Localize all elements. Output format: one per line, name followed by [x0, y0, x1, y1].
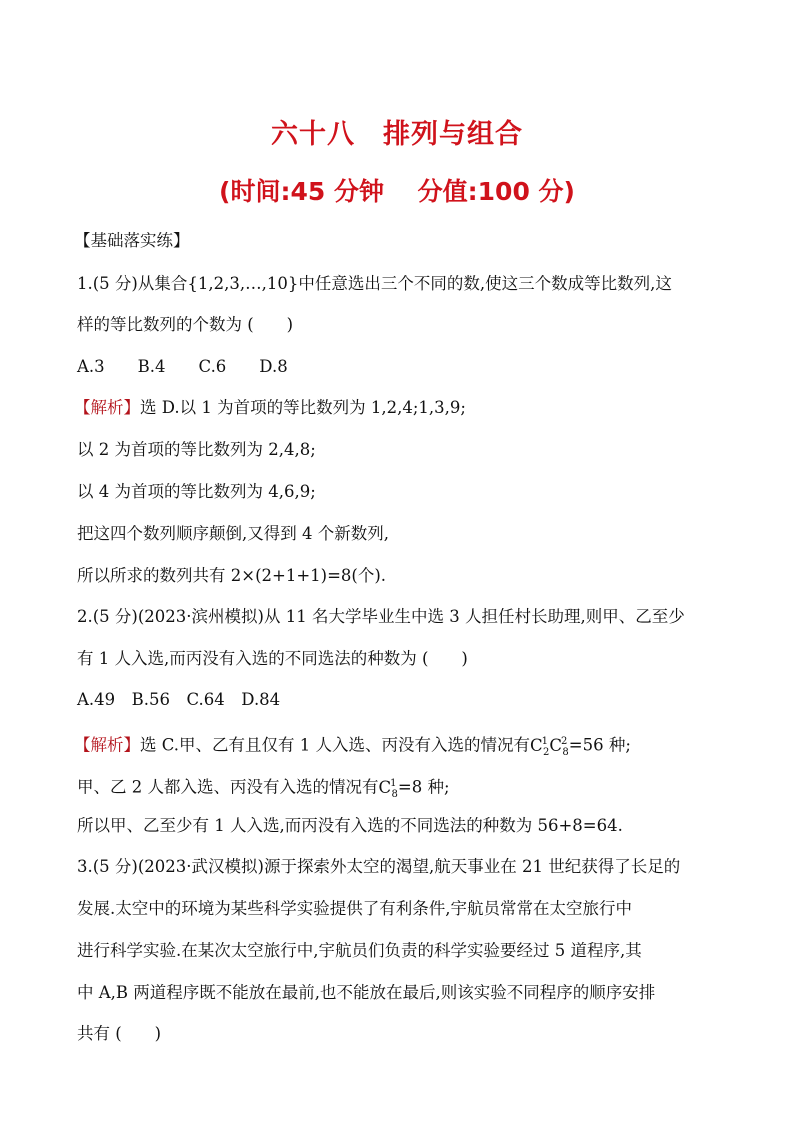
- analysis-tag: 【解析】: [74, 398, 140, 417]
- q2-analysis-line2: [77, 773, 450, 806]
- analysis-text: =8 种;: [397, 777, 450, 797]
- q3-stem-line3: 进行科学实验.在某次太空旅行中,宇航员们负责的科学实验要经过 5 道程序,其: [77, 941, 642, 960]
- q3-stem-line4: 中 A,B 两道程序既不能放在最前,也不能放在最后,则该实验不同程序的顺序安排: [77, 983, 656, 1002]
- q3-stem-line5: 共有 ( ): [77, 1024, 162, 1043]
- combination-symbol: $C^1_2$: [530, 735, 550, 758]
- page-title: 六十八 排列与组合: [271, 119, 523, 150]
- q1-analysis-line5: 所以所求的数列共有 2×(2+1+1)=8(个).: [77, 566, 387, 585]
- analysis-text: 选 D.以 1 为首项的等比数列为 1,2,4;1,3,9;: [140, 398, 466, 417]
- analysis-tag: 【解析】: [74, 735, 140, 755]
- analysis-text: 选 C.甲、乙有且仅有 1 人入选、丙没有入选的情况有: [140, 735, 531, 755]
- q2-options: A.49 B.56 C.64 D.84: [77, 690, 281, 709]
- q1-stem-line1: 1.(5 分)从集合{1,2,3,…,10}中任意选出三个不同的数,使这三个数成等比数列,这: [77, 274, 672, 293]
- q3-stem-line1: 3.(5 分)(2023·武汉模拟)源于探索外太空的渴望,航天事业在 21 世纪获得了长足的: [77, 857, 681, 876]
- q1-analysis-line4: 把这四个数列顺序颠倒,又得到 4 个新数列,: [77, 524, 389, 543]
- q2-analysis-line1: [74, 731, 631, 764]
- q1-analysis-line2: 以 2 为首项的等比数列为 2,4,8;: [77, 440, 316, 459]
- q1-options: A.3 B.4 C.6 D.8: [77, 357, 288, 376]
- q2-analysis-line3: 所以甲、乙至少有 1 人入选,而丙没有入选的不同选法的种数为 56+8=64.: [77, 816, 623, 835]
- q3-stem-line2: 发展.太空中的环境为某些科学实验提供了有利条件,宇航员常常在太空旅行中: [77, 899, 632, 918]
- section-heading: 【基础落实练】: [74, 231, 190, 250]
- analysis-text: 甲、乙 2 人都入选、丙没有入选的情况有: [77, 777, 379, 797]
- q1-analysis-line1: [74, 397, 466, 419]
- page-subtitle: (时间:45 分钟 分值:100 分): [219, 177, 575, 206]
- combination-symbol: $C^1_8$: [378, 777, 398, 800]
- q1-analysis-line3: 以 4 为首项的等比数列为 4,6,9;: [77, 482, 316, 501]
- analysis-text: =56 种;: [568, 735, 631, 755]
- q2-stem-line2: 有 1 人入选,而丙没有入选的不同选法的种数为 ( ): [77, 649, 468, 668]
- combination-symbol: $C^2_8$: [549, 735, 569, 758]
- q2-stem-line1: 2.(5 分)(2023·滨州模拟)从 11 名大学毕业生中选 3 人担任村长助理,则甲、乙至少: [77, 607, 685, 626]
- q1-stem-line2: 样的等比数列的个数为 ( ): [77, 315, 294, 334]
